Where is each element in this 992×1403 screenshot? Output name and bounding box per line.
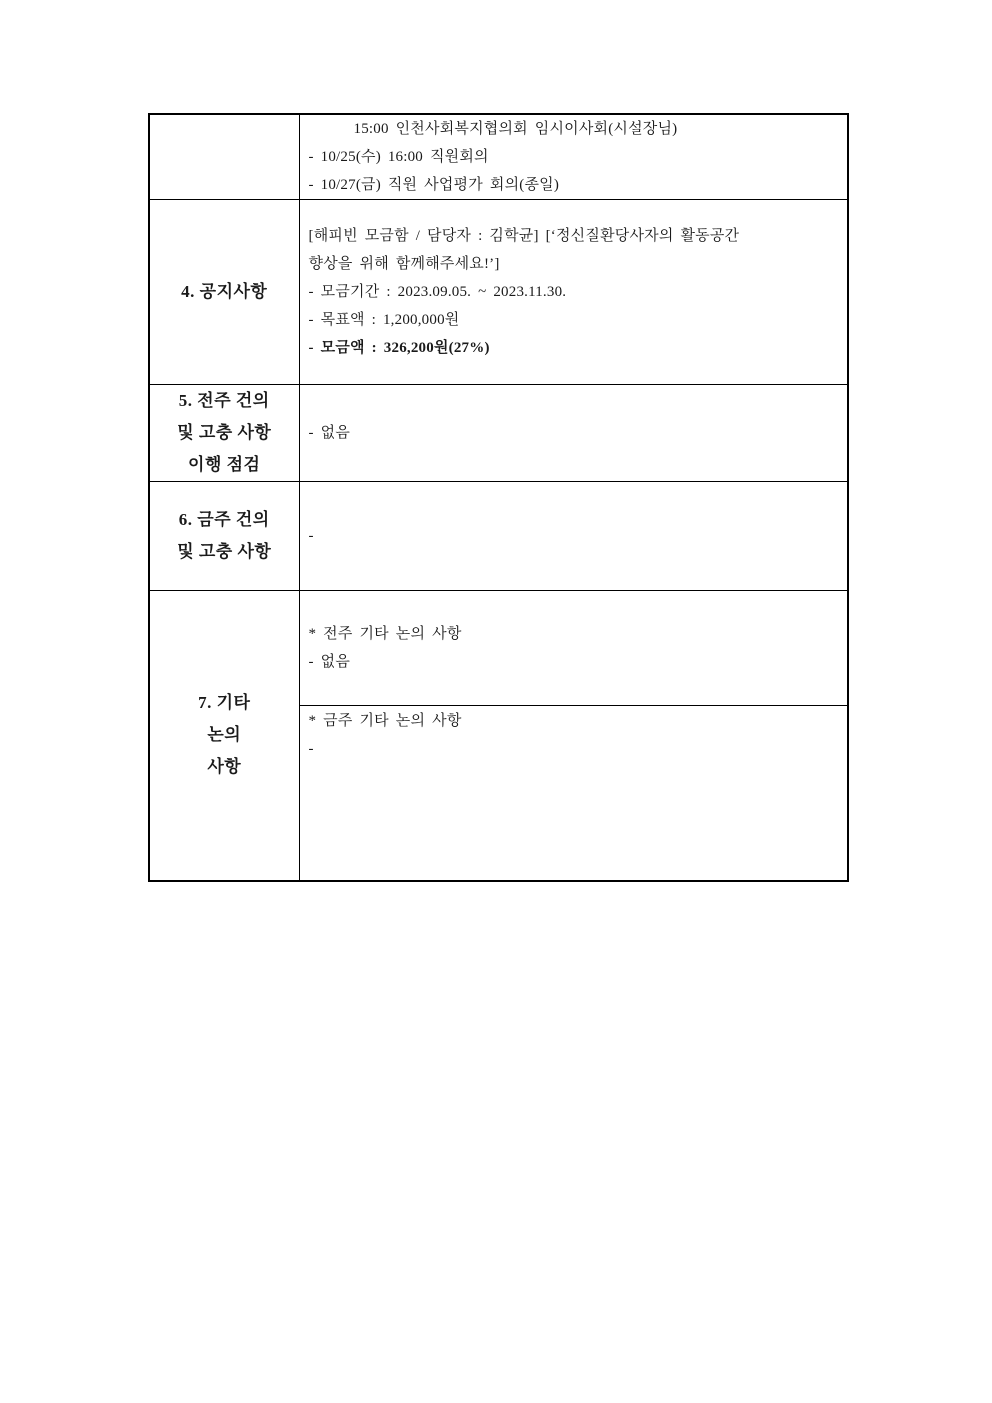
other-lastweek-line: * 전주 기타 논의 사항 [308, 626, 462, 642]
schedule-content-cell [299, 114, 848, 200]
schedule-line: - 10/25(수) 16:00 직원회의 [308, 149, 489, 165]
thisweek-content-cell [299, 482, 848, 591]
section-label: 7. 기타 [198, 693, 251, 713]
thisweek-line: - [308, 528, 314, 544]
other-thisweek-line: - [308, 741, 314, 757]
section-label: 및 고충 사항 [177, 542, 272, 561]
notice-line: 향상을 위해 함께해주세요!’] [308, 256, 500, 272]
section-label: 논의 [207, 725, 242, 745]
section-label: 6. 금주 건의 [178, 510, 270, 529]
table-row-other-discussion-lastweek [149, 591, 848, 706]
section-label: 사항 [207, 757, 242, 777]
meeting-minutes-table [148, 113, 849, 882]
lastweek-label-cell [149, 385, 299, 482]
table-row-thisweek-suggestions [149, 482, 848, 591]
other-thisweek-content-cell [299, 706, 848, 881]
notice-label-cell [149, 200, 299, 385]
table-row-lastweek-suggestions [149, 385, 848, 482]
thisweek-label-cell [149, 482, 299, 591]
section-label: 이행 점검 [188, 455, 261, 474]
schedule-label-cell-empty [149, 114, 299, 200]
other-lastweek-line: - 없음 [308, 654, 351, 670]
notice-line: [해피빈 모금함 / 담당자 : 김학균] [‘정신질환당사자의 활동공간 [308, 228, 740, 244]
other-lastweek-content-cell [299, 591, 848, 706]
other-label-cell [149, 591, 299, 881]
table-row-schedule [149, 114, 848, 200]
notice-line: - 목표액 : 1,200,000원 [308, 312, 460, 328]
notice-content-cell [299, 200, 848, 385]
schedule-line: 15:00 인천사회복지협의회 임시이사회(시설장님) [353, 121, 678, 137]
lastweek-line: - 없음 [308, 425, 351, 441]
lastweek-content-cell [299, 385, 848, 482]
notice-line-fundraised-amount: - 모금액 : 326,200원(27%) [308, 340, 490, 356]
section-label: 및 고충 사항 [177, 423, 272, 442]
table-row-notice [149, 200, 848, 385]
notice-line: - 모금기간 : 2023.09.05. ~ 2023.11.30. [308, 284, 567, 300]
section-label: 5. 전주 건의 [178, 391, 270, 410]
other-thisweek-line: * 금주 기타 논의 사항 [308, 713, 462, 729]
section-label: 4. 공지사항 [181, 282, 268, 301]
schedule-line: - 10/27(금) 직원 사업평가 회의(종일) [308, 177, 560, 193]
